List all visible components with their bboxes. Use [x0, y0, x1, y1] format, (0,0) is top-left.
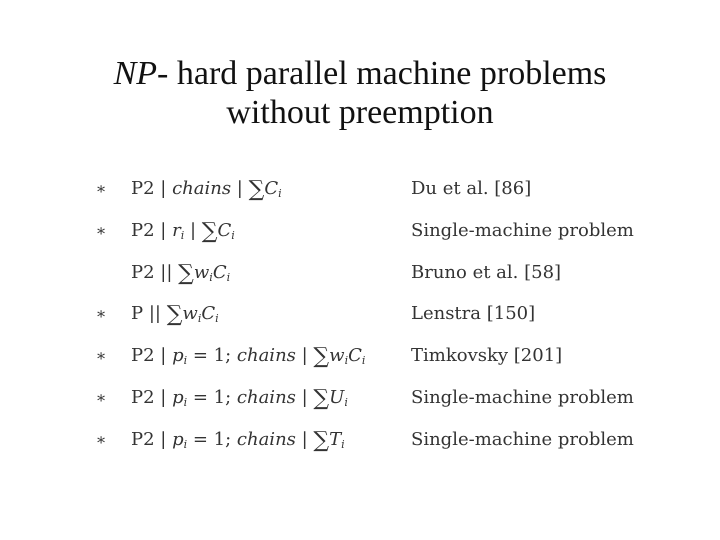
problem-reference: Du et al. [86]: [411, 178, 532, 199]
problem-notation: P2 | $r_i$ | $\sum C_i$: [131, 218, 235, 244]
title-rest: - hard parallel machine problems: [157, 55, 607, 92]
star-marker: ∗: [95, 346, 107, 366]
problem-row: [0, 172, 720, 214]
title-np: NP: [113, 55, 158, 92]
slide-title: [0, 54, 720, 132]
problem-notation: P2 | chains | $\sum C_i$: [131, 177, 282, 202]
problem-notation: P || $\sum w_iC_i$: [131, 302, 219, 328]
problem-row: [0, 256, 720, 298]
problem-list: [0, 172, 720, 465]
problem-notation: P2 | $p_i = 1$; chains | $\sum w_iC_i$: [131, 344, 366, 370]
star-marker: ∗: [95, 220, 107, 240]
star-marker: ∗: [95, 179, 107, 198]
problem-reference: Single-machine problem: [411, 428, 634, 450]
problem-row: [0, 297, 720, 339]
star-marker: [94, 256, 108, 290]
problem-notation: P2 || $\sum w_iC_i$: [131, 260, 231, 286]
problem-notation: P2 | $p_i = 1$; chains | $\sum T_i$: [131, 427, 345, 453]
problem-row: [0, 339, 720, 381]
star-marker: ∗: [95, 304, 107, 324]
title-line-2: without preemption: [226, 94, 494, 131]
problem-row: [0, 381, 720, 423]
problem-reference: Bruno et al. [58]: [411, 261, 562, 283]
problem-reference: Lenstra [150]: [411, 303, 536, 325]
problem-reference: Single-machine problem: [411, 219, 634, 241]
star-marker: ∗: [95, 387, 107, 407]
problem-reference: Single-machine problem: [411, 386, 634, 408]
title-line-1: [0, 54, 720, 93]
star-marker: ∗: [95, 429, 107, 449]
problem-row: [0, 423, 720, 465]
problem-row: [0, 214, 720, 256]
problem-reference: Timkovsky [201]: [411, 345, 563, 367]
problem-notation: P2 | $p_i = 1$; chains | $\sum U_i$: [131, 385, 348, 411]
